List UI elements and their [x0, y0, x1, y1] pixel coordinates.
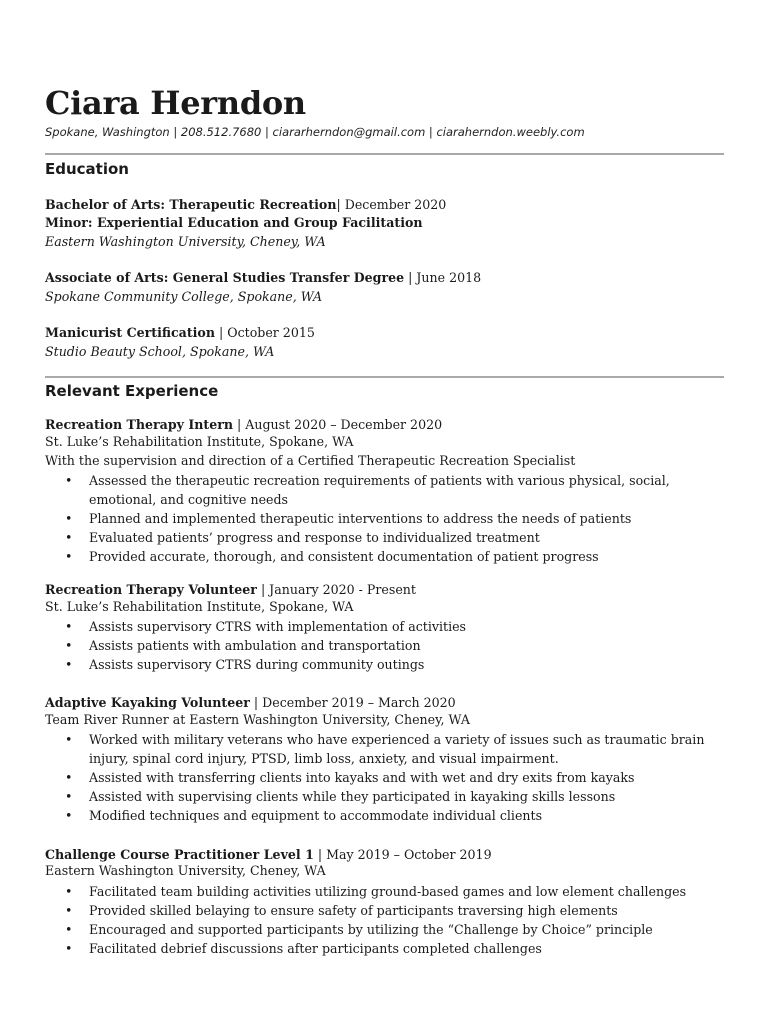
list-item: • Assists supervisory CTRS during community outings	[45, 655, 724, 674]
job-bullets	[45, 730, 724, 825]
school-name: Studio Beauty School, Spokane, WA	[45, 344, 275, 359]
education-entry-1	[45, 196, 446, 214]
list-item: • Assists supervisory CTRS with implementation of activities	[45, 617, 724, 636]
experience-heading: Relevant Experience	[45, 382, 219, 400]
list-item: • Worked with military veterans who have experienced a variety of issues such as traumatic brain injury, spinal cord injury, PTSD, limb loss, anxiety, and visual impairment.	[45, 730, 724, 768]
degree-date: | October 2015	[215, 325, 315, 340]
section-divider	[45, 376, 724, 378]
job-date: | January 2020 - Present	[256, 582, 416, 597]
section-divider	[45, 153, 724, 155]
degree-title: Bachelor of Arts: Therapeutic Recreation	[45, 197, 337, 212]
job-bullets	[45, 882, 724, 958]
education-heading: Education	[45, 160, 129, 178]
job-title-line	[45, 694, 456, 712]
job-title-line	[45, 416, 442, 434]
list-item: • Assists patients with ambulation and transportation	[45, 636, 724, 655]
job-role: Adaptive Kayaking Volunteer	[45, 695, 250, 710]
list-item: • Assisted with transferring clients into kayaks and with wet and dry exits from kayaks	[45, 768, 724, 787]
job-title-line	[45, 581, 416, 599]
job-organization: Team River Runner at Eastern Washington University, Cheney, WA	[45, 712, 470, 727]
minor-title: Minor: Experiential Education and Group Facilitation	[45, 215, 423, 230]
job-role: Recreation Therapy Intern	[45, 417, 234, 432]
job-bullets	[45, 471, 724, 566]
school-name: Eastern Washington University, Cheney, WA	[45, 234, 326, 249]
list-item: • Modified techniques and equipment to accommodate individual clients	[45, 806, 724, 825]
education-entry-2	[45, 269, 481, 287]
list-item: • Facilitated team building activities utilizing ground-based games and low element challenges	[45, 882, 724, 901]
job-bullets	[45, 617, 724, 674]
job-organization: St. Luke’s Rehabilitation Institute, Spokane, WA	[45, 599, 354, 614]
education-entry-3	[45, 324, 315, 342]
list-item: • Planned and implemented therapeutic interventions to address the needs of patients	[45, 509, 724, 528]
job-note: With the supervision and direction of a Certified Therapeutic Recreation Specialist	[45, 453, 576, 468]
school-name: Spokane Community College, Spokane, WA	[45, 289, 323, 304]
job-role: Challenge Course Practitioner Level 1	[45, 847, 314, 862]
degree-title: Manicurist Certification	[45, 325, 215, 340]
job-date: | August 2020 – December 2020	[233, 417, 443, 432]
degree-date: | June 2018	[404, 270, 482, 285]
list-item: • Provided skilled belaying to ensure safety of participants traversing high elements	[45, 901, 724, 920]
contact-line: Spokane, Washington | 208.512.7680 | ciararherndon@gmail.com | ciaraherndon.weebly.com	[45, 125, 585, 139]
job-organization: St. Luke’s Rehabilitation Institute, Spokane, WA	[45, 434, 354, 449]
degree-title: Associate of Arts: General Studies Transfer Degree	[45, 270, 405, 285]
list-item: • Provided accurate, thorough, and consistent documentation of patient progress	[45, 547, 724, 566]
list-item: • Encouraged and supported participants by utilizing the “Challenge by Choice” principle	[45, 920, 724, 939]
list-item: • Assisted with supervising clients while they participated in kayaking skills lessons	[45, 787, 724, 806]
job-date: | May 2019 – October 2019	[313, 847, 492, 862]
list-item: • Facilitated debrief discussions after participants completed challenges	[45, 939, 724, 958]
list-item: • Assessed the therapeutic recreation requirements of patients with various physical, social, emotional, and cognitive needs	[45, 471, 724, 509]
job-role: Recreation Therapy Volunteer	[45, 582, 257, 597]
list-item: • Evaluated patients’ progress and response to individualized treatment	[45, 528, 724, 547]
candidate-name: Ciara Herndon	[45, 84, 306, 122]
job-organization: Eastern Washington University, Cheney, WA	[45, 863, 326, 878]
job-date: | December 2019 – March 2020	[249, 695, 456, 710]
degree-date: | December 2020	[336, 197, 447, 212]
